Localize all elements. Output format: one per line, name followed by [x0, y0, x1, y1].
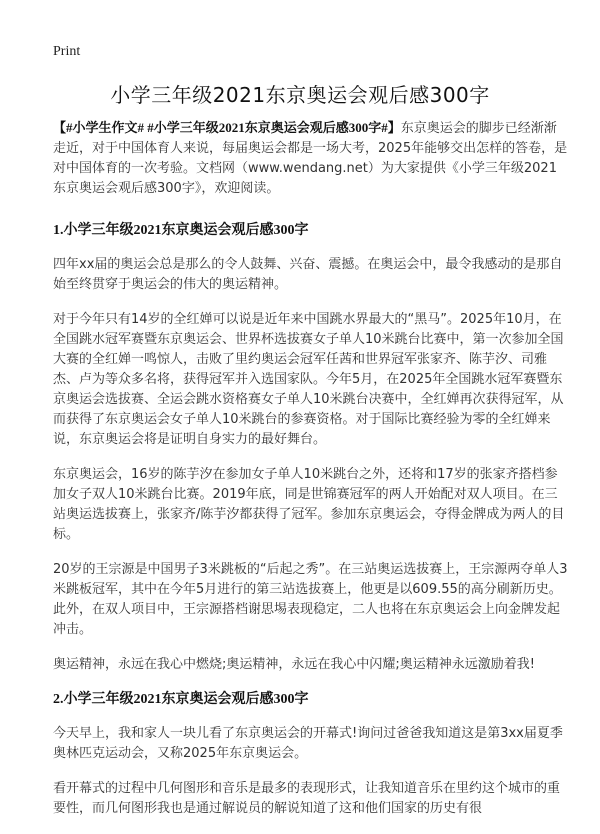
article-body [53, 118, 568, 834]
paragraph: 看开幕式的过程中几何图形和音乐是最多的表现形式，让我知道音乐在里约这个城市的重要性，而几何图形我也是通过解说员的解说知道了这和他们国家的历史有很 [53, 781, 561, 816]
intro-tag: 【#小学生作文# #小学三年级2021东京奥运会观后感300字#】 [53, 120, 401, 135]
intro-text: 东京奥运会的脚步已经渐渐走近，对于中国体育人来说，每届奥运会都是一场大考，2025年能够交出怎样的答卷，是对中国体育的一次考验。文档网（www.wendang.net）为大家提供《小学三年级2021东京奥运会观后感300字》，欢迎阅读。 [53, 121, 568, 196]
print-link[interactable]: Print [53, 44, 81, 59]
paragraph: 20岁的王宗源是中国男子3米跳板的“后起之秀”。在三站奥运选拔赛上，王宗源两夺单人3米跳板冠军，其中在今年5月进行的第三站选拔赛上，他更是以609.55的高分刷新历史。此外，在双人项目中，王宗源搭档谢思埸表现稳定，二人也将在东京奥运会上向金牌发起冲击。 [53, 562, 568, 637]
intro-paragraph [53, 118, 568, 199]
section-heading: 2.小学三年级2021东京奥运会观后感300字 [53, 692, 309, 707]
paragraph: 今天早上，我和家人一块儿看了东京奥运会的开幕式!询问过爸爸我知道这是第3xx届夏季奥林匹克运动会，又称2025年东京奥运会。 [53, 726, 563, 761]
paragraph: 四年xx届的奥运会总是那么的令人鼓舞、兴奋、震撼。在奥运会中，最令我感动的是那自始至终贯穿于奥运会的伟大的奥运精神。 [53, 257, 563, 292]
section-1 [53, 221, 568, 675]
section-2 [53, 690, 568, 819]
paragraph: 奥运精神，永远在我心中燃烧;奥运精神，永远在我心中闪耀;奥运精神永远激励着我! [53, 657, 535, 672]
paragraph: 东京奥运会，16岁的陈芋汐在参加女子单人10米跳台之外，还将和17岁的张家齐搭档参加女子双人10米跳台比赛。2019年底，同是世锦赛冠军的两人开始配对双人项目。在三站奥运选拔赛上，张家齐/陈芋汐都获得了冠军。参加东京奥运会，夺得金牌成为两人的目标。 [53, 467, 565, 542]
section-heading: 1.小学三年级2021东京奥运会观后感300字 [53, 223, 309, 238]
paragraph: 对于今年只有14岁的全红婵可以说是近年来中国跳水界最大的“黑马”。2025年10月，在全国跳水冠军赛暨东京奥运会、世界杯选拔赛女子单人10米跳台比赛中，第一次参加全国大赛的全红婵一鸣惊人，击败了里约奥运会冠军任茜和世界冠军张家齐、陈芋汐、司雅杰、卢为等众多名将，获得冠军并入选国家队。今年5月，在2025年全国跳水冠军赛暨东京奥运会选拔赛、全运会跳水资格赛女子单人10米跳台决赛中，全红婵再次获得冠军，从而获得了东京奥运会女子单人10米跳台的参赛资格。对于国际比赛经验为零的全红婵来说，东京奥运会将是证明自身实力的最好舞台。 [53, 312, 564, 447]
page-title: 小学三年级2021东京奥运会观后感300字 [110, 83, 490, 107]
